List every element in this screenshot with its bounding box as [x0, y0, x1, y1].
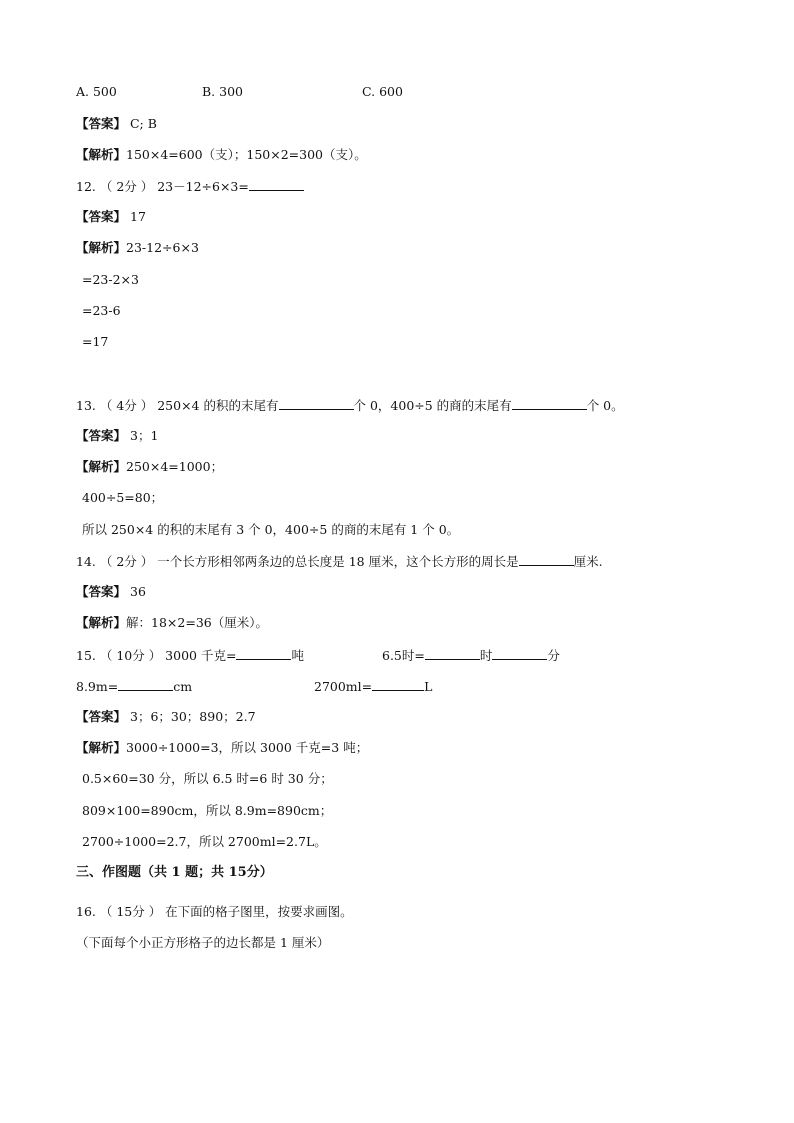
q13-analysis: 【解析】250×4=1000； — [76, 459, 224, 474]
q15-step-1: 0.5×60=30 分，所以 6.5 时=6 时 30 分； — [82, 771, 333, 786]
q13-stem: 13. （ 4分 ） 250×4 的积的末尾有 个 0，400÷5 的商的末尾有 个 0。 — [76, 398, 624, 413]
q15-analysis: 【解析】3000÷1000=3，所以 3000 千克=3 吨； — [76, 740, 369, 755]
q13-blank-1[interactable] — [279, 396, 354, 410]
option-a: A. 500 — [76, 84, 117, 99]
q16-stem: 16. （ 15分 ） 在下面的格子图里，按要求画图。 — [76, 904, 353, 919]
option-c: C. 600 — [362, 84, 403, 99]
q12-blank[interactable] — [249, 177, 304, 191]
q12-step-1: =23-2×3 — [82, 272, 139, 287]
q16-note: （下面每个小正方形格子的边长都是 1 厘米） — [76, 935, 330, 950]
q15-stem-row-1: 15. （ 10分 ） 3000 千克= 吨 6.5时= 时 分 — [76, 648, 560, 663]
q12-analysis: 【解析】23-12÷6×3 — [76, 240, 199, 255]
q15-step-2: 809×100=890cm，所以 8.9m=890cm； — [82, 803, 333, 818]
q15-answer: 【答案】 3；6；30；890；2.7 — [76, 709, 256, 724]
q15-blank-4[interactable] — [118, 677, 173, 691]
q13-answer: 【答案】 3；1 — [76, 428, 159, 443]
q13-step-1: 400÷5=80； — [82, 490, 164, 505]
q15-step-3: 2700÷1000=2.7，所以 2700ml=2.7L。 — [82, 834, 327, 849]
q12-answer: 【答案】 17 — [76, 209, 146, 224]
q15-blank-1[interactable] — [236, 646, 291, 660]
option-b: B. 300 — [202, 84, 243, 99]
q15-blank-5[interactable] — [372, 677, 424, 691]
q12-step-3: =17 — [82, 334, 109, 349]
q13-step-2: 所以 250×4 的积的末尾有 3 个 0，400÷5 的商的末尾有 1 个 0。 — [82, 522, 460, 537]
q14-analysis: 【解析】解：18×2=36（厘米）。 — [76, 615, 268, 630]
q14-answer: 【答案】 36 — [76, 584, 146, 599]
q13-blank-2[interactable] — [512, 396, 587, 410]
q14-stem: 14. （ 2分 ） 一个长方形相邻两条边的总长度是 18 厘米，这个长方形的周长是 厘米. — [76, 554, 603, 569]
q12-step-2: =23-6 — [82, 303, 121, 318]
q11-answer: 【答案】 C; B — [76, 116, 157, 131]
q15-blank-3[interactable] — [492, 646, 547, 660]
q15-blank-2[interactable] — [425, 646, 480, 660]
section-3-title: 三、作图题（共 1 题；共 15分） — [76, 865, 273, 880]
q14-blank[interactable] — [519, 552, 574, 566]
q15-stem-row-2: 8.9m= cm 2700ml= L — [76, 679, 433, 694]
q12-stem: 12. （ 2分 ） 23－12÷6×3= — [76, 177, 304, 196]
q11-analysis: 【解析】150×4=600（支）；150×2=300（支）。 — [76, 147, 367, 162]
